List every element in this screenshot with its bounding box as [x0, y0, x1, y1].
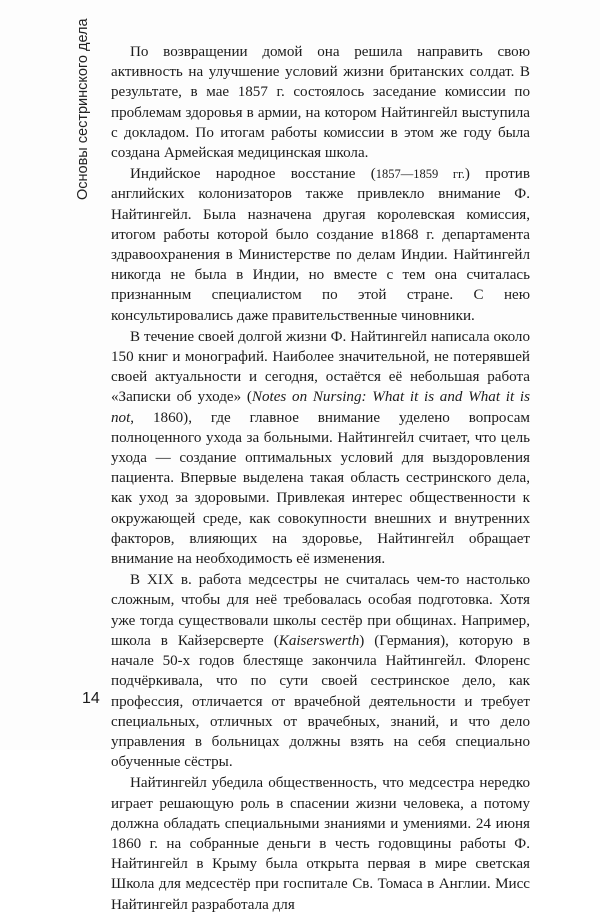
paragraph-3-text-start: В течение своей долгой жизни Ф. Найтингейл написала около 150 книг и монографий. Наиболее значительной, не потерявшей своей актуальности и сегодня, остаётся её небольшая работа «Записки об уходе» (: [111, 328, 530, 406]
place-name-german: Kaiserswerth: [278, 632, 360, 649]
paragraph-2: [111, 164, 530, 326]
body-text: [111, 42, 530, 915]
page-number: 14: [82, 690, 100, 707]
uprising-dates: 1857—1859 гг.: [375, 167, 465, 182]
paragraph-2-text-end: ) против английских колонизаторов также привлекло внимание Ф. Найтингейл. Была назначена другая королевская комиссия, итогом работы которой было создание в1868 г. департамента здравоохранения в Министерстве по делам Индии. Найтингейл никогда не была в Индии, но вместе с тем она считалась признанным специалистом по этой стране. С нею консультировались даже правительственные чиновники.: [111, 166, 530, 324]
paragraph-4-text-end: ) (Германия), которую в начале 50-х годов блестяще закончила Найтингейл. Флоренс подчёркивала, что по сути своей сестринское дело, как профессия, отличается от врачебной деятельности и требует специальных, отличных от врачебных, знаний, и что дело управления в больницах должны взять на себя специально обученные сёстры.: [111, 632, 530, 771]
paragraph-3-text-end: , 1860), где главное внимание уделено вопросам полноценного ухода за больными. Найтингейл считает, что цель ухода — создание оптимальных условий для выздоровления пациента. Впервые выделена такая область сестринского дела, как уход за здоровыми. Привлекая интерес общественности к окружающей среде, как совокупности внешних и внутренних факторов, влияющих на здоровье, Найтингейл обращает внимание на необходимость её изменения.: [111, 409, 530, 568]
paragraph-5: Найтингейл убедила общественность, что медсестра нередко играет решающую роль в спасении жизни человека, а потому должна обладать специальными знаниями и умениями. 24 июня 1860 г. на собранные деньги в честь годовщины работы Ф. Найтингейл в Крыму была открыта первая в мире светская Школа для медсестёр при госпитале Св. Томаса в Англии. Мисс Найтингейл разработала для: [111, 775, 530, 913]
paragraph-3: [111, 327, 530, 569]
paragraph-4-text-start: В XIX в. работа медсестры не считалась чем-то настолько сложным, чтобы для неё требовалась особая подготовка. Хотя уже тогда существовали школы сестёр при общинах. Например, школа в Кайзерсверте (: [111, 572, 530, 649]
book-title-english: Notes on Nursing: What it is and What it is not: [111, 389, 530, 426]
paragraph-1: По возвращении домой она решила направить свою активность на улучшение условий жизни британских солдат. В результате, в мае 1857 г. состоялось заседание комиссии по проблемам здоровья в армии, на котором Найтингейл выступила с докладом. По итогам работы комиссии в этом же году была создана Армейская медицинская школа.: [111, 44, 530, 162]
paragraph-2-text-start: Индийское народное восстание (: [130, 166, 376, 183]
paragraph-4: [111, 570, 530, 772]
running-head: Основы сестринского дела: [75, 18, 91, 200]
